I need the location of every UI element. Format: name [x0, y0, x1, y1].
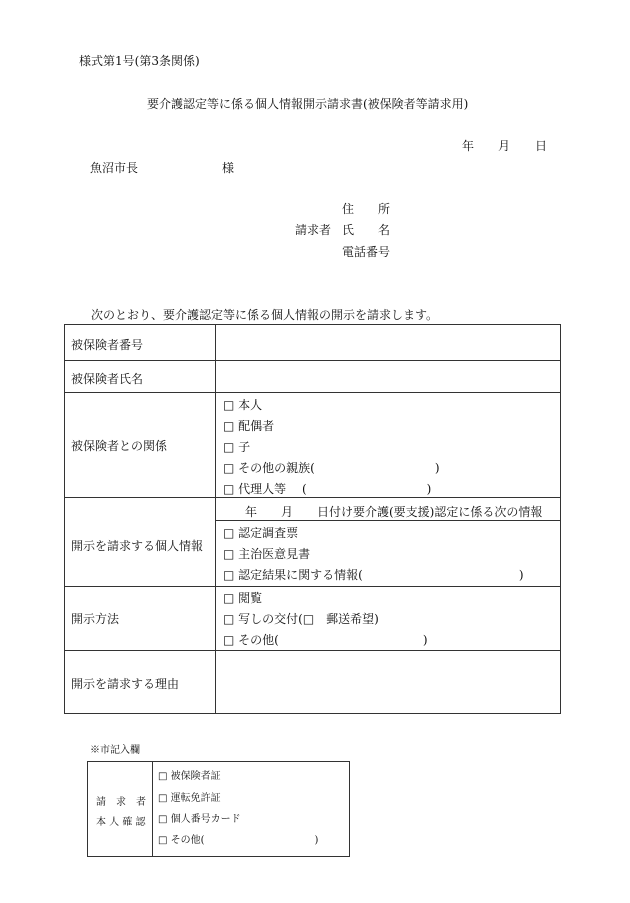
- insured-number-label: 被保険者番号: [71, 338, 144, 352]
- relationship-option-agent[interactable]: □ 代理人等 ( ): [223, 482, 432, 496]
- box-column-divider: [152, 762, 153, 856]
- confirm-option-other[interactable]: □ その他( ): [158, 835, 319, 846]
- confirm-option-drivers-license[interactable]: □ 運転免許証: [158, 793, 221, 804]
- confirm-option-my-number-card[interactable]: □ 個人番号カード: [158, 814, 241, 825]
- info-option-doctor-opinion[interactable]: □ 主治医意見書: [223, 547, 311, 561]
- relationship-option-other-relative[interactable]: □ その他の親族( ): [223, 461, 440, 475]
- date-month: 月: [498, 139, 511, 153]
- office-use-label: ※市記入欄: [90, 745, 140, 756]
- document-title: 要介護認定等に係る個人情報開示請求書(被保険者等請求用): [147, 97, 469, 111]
- row-divider: [65, 586, 560, 587]
- addressee-name: 魚沼市長: [90, 161, 139, 175]
- reason-label: 開示を請求する理由: [71, 677, 180, 691]
- form-number: 様式第1号(第3条関係): [79, 54, 200, 68]
- method-label: 開示方法: [71, 612, 120, 626]
- row-divider: [65, 650, 560, 651]
- sub-row-divider: [215, 520, 560, 521]
- addressee-honorific: 様: [222, 161, 235, 175]
- row-divider: [65, 360, 560, 361]
- method-option-view[interactable]: □ 閲覧: [223, 591, 263, 605]
- reason-field[interactable]: [217, 652, 557, 712]
- row-divider: [65, 392, 560, 393]
- requester-address-label: 住 所: [342, 202, 391, 216]
- row-divider: [65, 497, 560, 498]
- info-option-survey[interactable]: □ 認定調査票: [223, 526, 299, 540]
- intro-text: 次のとおり、要介護認定等に係る個人情報の開示を請求します。: [91, 308, 439, 322]
- info-option-result[interactable]: □ 認定結果に関する情報( ): [223, 568, 524, 582]
- date-year: 年: [462, 139, 475, 153]
- relationship-option-child[interactable]: □ 子: [223, 440, 251, 454]
- info-label: 開示を請求する個人情報: [71, 539, 204, 553]
- table-column-divider: [215, 325, 216, 713]
- method-option-other[interactable]: □ その他( ): [223, 633, 428, 647]
- confirm-option-insurance-card[interactable]: □ 被保険者証: [158, 771, 221, 782]
- requester-name-label: 氏 名: [342, 223, 391, 237]
- insured-name-label: 被保険者氏名: [71, 372, 144, 386]
- relationship-label: 被保険者との関係: [71, 439, 168, 453]
- date-day: 日: [535, 139, 548, 153]
- confirm-label-identity: 本 人 確 認: [96, 817, 146, 828]
- requester-label: 請求者: [295, 223, 332, 237]
- relationship-option-spouse[interactable]: □ 配偶者: [223, 419, 275, 433]
- info-date-header: 年 月 日付け要介護(要支援)認定に係る次の情報: [245, 505, 543, 519]
- method-option-copy[interactable]: □ 写しの交付(□ 郵送希望): [223, 612, 379, 626]
- requester-phone-label: 電話番号: [342, 245, 391, 259]
- relationship-option-self[interactable]: □ 本人: [223, 398, 263, 412]
- request-table: [64, 324, 561, 714]
- identity-confirmation-box: [87, 761, 350, 857]
- confirm-label-requester: 請 求 者: [96, 797, 146, 808]
